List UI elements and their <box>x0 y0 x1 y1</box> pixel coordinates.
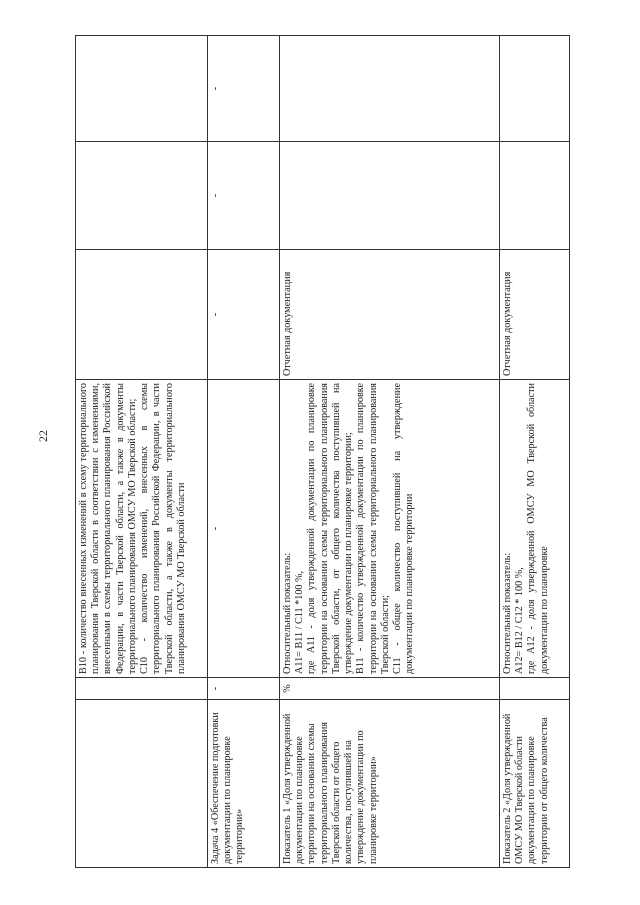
source-cell: - <box>208 250 280 380</box>
rotated-table-container <box>75 36 575 868</box>
extra-cell: - <box>208 142 280 250</box>
extra-cell <box>500 36 570 142</box>
method-cell: Относительный показатель: А12= В12 / С12 * 100 %, где А12 - доля утвержденной ОМСУ МО Тверской области документации по планировке <box>500 380 570 678</box>
indicator-name-cell: Показатель 1 «Доля утвержденной документации по планировке территории на основании схемы территориального планирования Тверской области от общего количества, поступившей на утверждение документации по планировке территории» <box>280 700 500 868</box>
task-name-cell: Задача 4 «Обеспечение подготовки документации по планировке территории» <box>208 700 280 868</box>
extra-cell <box>280 36 500 142</box>
unit-cell: % <box>280 678 500 700</box>
source-cell: Отчетная документация <box>280 250 500 380</box>
indicator-table <box>75 35 570 868</box>
source-cell: Отчетная документация <box>500 250 570 380</box>
extra-cell <box>280 142 500 250</box>
table-row <box>280 36 500 868</box>
table-row <box>500 36 570 868</box>
extra-cell <box>76 142 208 250</box>
source-cell <box>76 250 208 380</box>
method-cell: - <box>208 380 280 678</box>
extra-cell <box>76 36 208 142</box>
extra-cell: - <box>208 36 280 142</box>
page-number: 22 <box>36 430 50 442</box>
method-cell: В10 - количество внесенных изменений в схему территориального планирования Тверской области в соответствии с изменениями, внесенными в схемы территориального планирования Российской Федерации, в части Тверской области, а также в документы территориального планирования ОМСУ МО Тверской области; С10 - количество изменений, внесенных в схемы территориального планирования Российской Федерации, в части Тверской области, а также в документы территориального планирования ОМСУ МО Тверской области <box>76 380 208 678</box>
name-cell <box>76 700 208 868</box>
method-cell: Относительный показатель: А11= В11 / С11 *100 %, где А11 - доля утвержденной документации по планировке территории на основании схемы территориального планирования Тверской области, от общего количества поступившей на утверждение документации по планировке территории; В11 - количество утвержденной документации по планировке территории на основании схемы территориального планирования Тверской области; С11 - общее количество поступившей на утверждение документации по планировке территории <box>280 380 500 678</box>
table-row <box>208 36 280 868</box>
indicator-name-cell: Показатель 2 «Доля утвержденной ОМСУ МО Тверской области документации по планировке территории от общего количества <box>500 700 570 868</box>
extra-cell <box>500 142 570 250</box>
unit-cell: - <box>208 678 280 700</box>
table-row <box>76 36 208 868</box>
unit-cell <box>76 678 208 700</box>
unit-cell <box>500 678 570 700</box>
